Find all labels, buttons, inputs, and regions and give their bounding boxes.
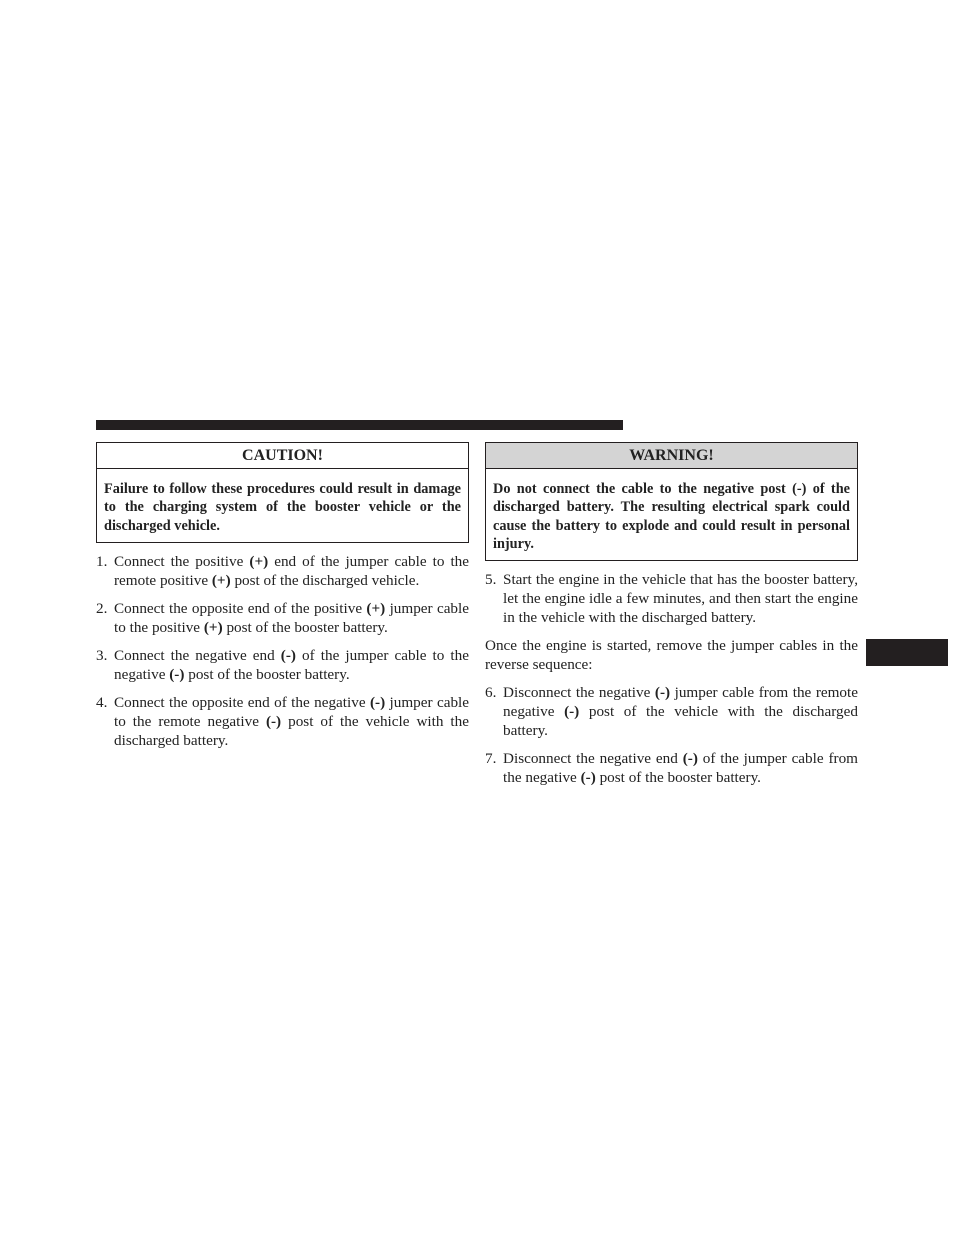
steps-list-right-a: [485, 570, 858, 627]
caution-text: Failure to follow these procedures could result in damage to the charging system of the booster vehicle or the discharged vehicle.: [104, 481, 461, 534]
warning-text: Do not connect the cable to the negative post (-) of the discharged battery. The resulting electrical spark could cause the battery to explode and could result in personal injury.: [493, 481, 850, 552]
step-4: 4. Connect the opposite end of the negative (-) jumper cable to the remote negative (-) post of the vehicle with the discharged battery.: [96, 693, 469, 749]
steps-list-right-b: [485, 683, 858, 787]
step-2: 2. Connect the opposite end of the positive (+) jumper cable to the positive (+) post of the booster battery.: [96, 599, 469, 636]
warning-box: [485, 442, 858, 561]
chapter-tab: [866, 639, 948, 666]
section-header-bar: [96, 420, 623, 430]
steps-list-left: [96, 552, 469, 750]
right-column: [485, 442, 858, 796]
step-6: 6. Disconnect the negative (-) jumper cable from the remote negative (-) post of the vehicle with the discharged battery.: [485, 684, 858, 740]
caution-title: CAUTION!: [97, 443, 468, 469]
step-5: 5. Start the engine in the vehicle that has the booster battery, let the engine idle a few minutes, and then start the engine in the vehicle with the discharged battery.: [485, 571, 858, 627]
step-3: 3. Connect the negative end (-) of the jumper cable to the negative (-) post of the booster battery.: [96, 646, 469, 683]
warning-title: WARNING!: [486, 443, 857, 469]
caution-box: [96, 442, 469, 543]
reverse-sequence-intro: Once the engine is started, remove the jumper cables in the reverse sequence:: [485, 637, 858, 674]
step-7: 7. Disconnect the negative end (-) of the jumper cable from the negative (-) post of the booster battery.: [485, 750, 858, 787]
step-1: 1. Connect the positive (+) end of the jumper cable to the remote positive (+) post of the discharged vehicle.: [96, 552, 470, 589]
left-column: [96, 442, 469, 759]
